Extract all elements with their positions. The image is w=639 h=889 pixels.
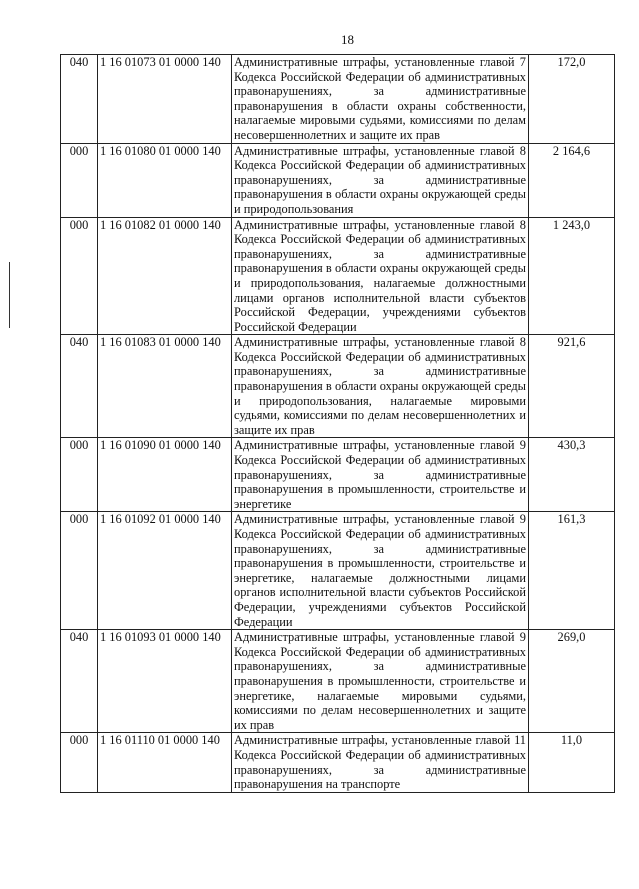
admin-code-cell: 000 xyxy=(61,512,98,630)
admin-code-cell: 000 xyxy=(61,217,98,335)
amount-cell: 430,3 xyxy=(529,438,615,512)
table-row xyxy=(61,438,615,512)
description-cell: Административные штрафы, установленные главой 8 Кодекса Российской Федерации об административных правонарушениях, за административные правонарушения в области охраны окружающей среды и природопользования, налагаемые мировыми судьями, комиссиями по делам несовершеннолетних и защите их прав xyxy=(232,335,529,438)
amount-cell: 269,0 xyxy=(529,630,615,733)
admin-code-cell: 000 xyxy=(61,733,98,792)
table-row xyxy=(61,143,615,217)
budget-code-cell: 1 16 01093 01 0000 140 xyxy=(98,630,232,733)
admin-code-cell: 040 xyxy=(61,55,98,144)
budget-code-cell: 1 16 01110 01 0000 140 xyxy=(98,733,232,792)
margin-line xyxy=(9,262,10,328)
amount-cell: 11,0 xyxy=(529,733,615,792)
description-cell: Административные штрафы, установленные главой 8 Кодекса Российской Федерации об административных правонарушениях, за административные правонарушения в области охраны окружающей среды и природопользования, налагаемые должностными лицами органов исполнительной власти субъектов Российской Федерации, учреждениями субъектов Российской Федерации xyxy=(232,217,529,335)
amount-cell: 2 164,6 xyxy=(529,143,615,217)
budget-code-cell: 1 16 01092 01 0000 140 xyxy=(98,512,232,630)
budget-code-cell: 1 16 01090 01 0000 140 xyxy=(98,438,232,512)
revenue-table xyxy=(60,54,615,793)
description-cell: Административные штрафы, установленные главой 8 Кодекса Российской Федерации об административных правонарушениях, за административные правонарушения в области охраны окружающей среды и природопользования xyxy=(232,143,529,217)
description-cell: Административные штрафы, установленные главой 7 Кодекса Российской Федерации об административных правонарушениях, за административные правонарушения в области охраны собственности, налагаемые мировыми судьями, комиссиями по делам несовершеннолетних и защите их прав xyxy=(232,55,529,144)
description-cell: Административные штрафы, установленные главой 9 Кодекса Российской Федерации об административных правонарушениях, за административные правонарушения в промышленности, строительстве и энергетике xyxy=(232,438,529,512)
amount-cell: 161,3 xyxy=(529,512,615,630)
admin-code-cell: 000 xyxy=(61,438,98,512)
table-row xyxy=(61,217,615,335)
table-row xyxy=(61,512,615,630)
budget-code-cell: 1 16 01080 01 0000 140 xyxy=(98,143,232,217)
amount-cell: 172,0 xyxy=(529,55,615,144)
description-cell: Административные штрафы, установленные главой 9 Кодекса Российской Федерации об административных правонарушениях, за административные правонарушения в промышленности, строительстве и энергетике, налагаемые должностными лицами органов исполнительной власти субъектов Российской Федерации, учреждениями субъектов Российской Федерации xyxy=(232,512,529,630)
budget-code-cell: 1 16 01082 01 0000 140 xyxy=(98,217,232,335)
budget-code-cell: 1 16 01073 01 0000 140 xyxy=(98,55,232,144)
admin-code-cell: 040 xyxy=(61,630,98,733)
page-number: 18 xyxy=(341,32,354,47)
description-cell: Административные штрафы, установленные главой 11 Кодекса Российской Федерации об административных правонарушениях, за административные правонарушения на транспорте xyxy=(232,733,529,792)
amount-cell: 921,6 xyxy=(529,335,615,438)
table-row xyxy=(61,55,615,144)
table-row xyxy=(61,630,615,733)
admin-code-cell: 040 xyxy=(61,335,98,438)
amount-cell: 1 243,0 xyxy=(529,217,615,335)
admin-code-cell: 000 xyxy=(61,143,98,217)
table-row xyxy=(61,335,615,438)
description-cell: Административные штрафы, установленные главой 9 Кодекса Российской Федерации об административных правонарушениях, за административные правонарушения в промышленности, строительстве и энергетике, налагаемые мировыми судьями, комиссиями по делам несовершеннолетних и защите их прав xyxy=(232,630,529,733)
budget-code-cell: 1 16 01083 01 0000 140 xyxy=(98,335,232,438)
table-row xyxy=(61,733,615,792)
